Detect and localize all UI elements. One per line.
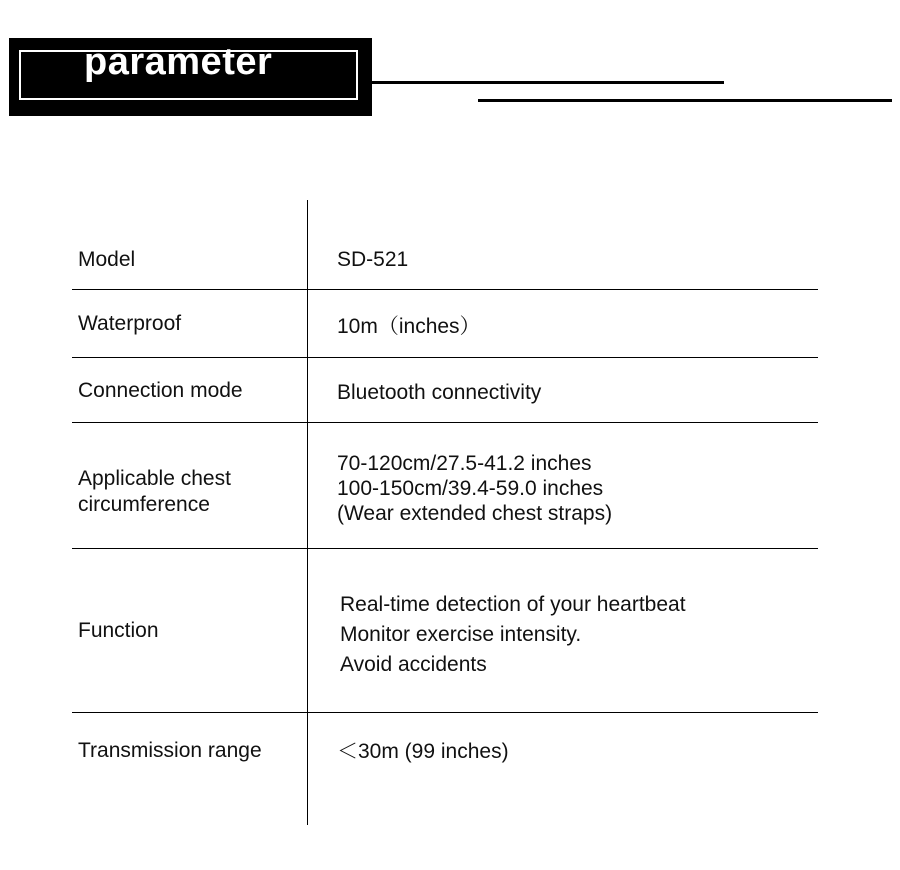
chest-circumference-value-line-2: 100-150cm/39.4-59.0 inches: [337, 477, 604, 500]
chest-circumference-value-line-1: 70-120cm/27.5-41.2 inches: [337, 452, 592, 475]
row-divider: [72, 548, 818, 549]
function-value-line-2: Monitor exercise intensity.: [340, 623, 582, 646]
model-value: SD-521: [337, 248, 409, 271]
model-label: Model: [78, 248, 136, 271]
transmission-range-value: ＜30m (99 inches): [337, 740, 509, 763]
waterproof-label: Waterproof: [78, 312, 182, 335]
chest-circumference-label-line-2: circumference: [78, 493, 210, 516]
header-rule-lower: [478, 99, 892, 102]
row-divider: [72, 422, 818, 423]
chest-circumference-value-line-3: (Wear extended chest straps): [337, 502, 613, 525]
waterproof-value: 10m（inches）: [337, 315, 481, 338]
function-value-line-3: Avoid accidents: [340, 653, 487, 676]
connection-mode-label: Connection mode: [78, 379, 243, 402]
connection-mode-value: Bluetooth connectivity: [337, 381, 542, 404]
header-banner: [9, 38, 372, 116]
row-divider: [72, 289, 818, 290]
page-title: parameter: [84, 41, 273, 83]
table-column-divider: [307, 200, 308, 825]
transmission-range-label: Transmission range: [78, 739, 262, 762]
header-rule-upper: [372, 81, 724, 84]
function-value-line-1: Real-time detection of your heartbeat: [340, 593, 686, 616]
chest-circumference-label-line-1: Applicable chest: [78, 467, 231, 490]
function-label: Function: [78, 619, 159, 642]
row-divider: [72, 712, 818, 713]
row-divider: [72, 357, 818, 358]
